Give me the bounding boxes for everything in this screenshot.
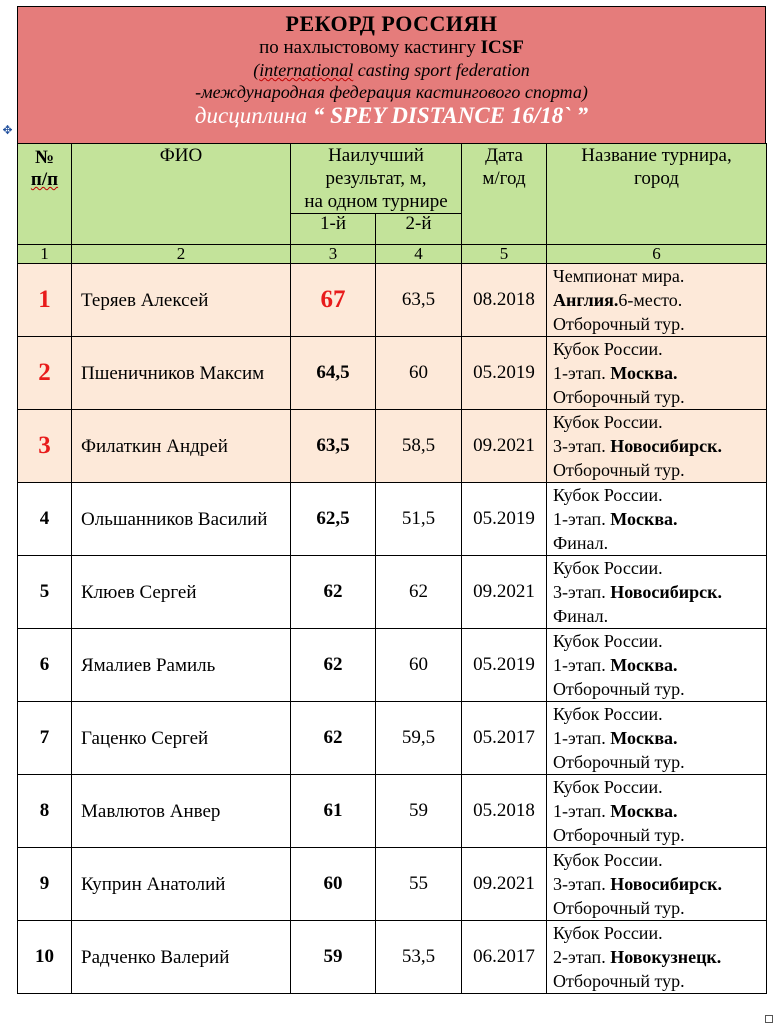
tournament-cell [547, 848, 767, 921]
col-header-tournament-l1: Название турнира, [581, 145, 732, 166]
tournament-stage-line [553, 361, 766, 385]
col-header-second: 2-й [376, 214, 462, 245]
col-header-date [462, 144, 547, 245]
tournament-stage-line [553, 653, 766, 677]
result-date: 05.2019 [462, 337, 547, 410]
tournament-cell [547, 556, 767, 629]
tournament-city: Новосибирск. [610, 874, 722, 894]
row-number: 6 [18, 629, 72, 702]
row-number: 8 [18, 775, 72, 848]
tournament-stage: 3-этап. [553, 582, 611, 602]
tournament-name: Кубок России. [553, 412, 663, 432]
column-number: 2 [72, 245, 291, 264]
col-header-number-pp: п/п [30, 169, 59, 190]
col-header-best-l2: результат, м, [325, 168, 427, 189]
column-number: 3 [291, 245, 376, 264]
tournament-place: 6-место. [618, 290, 683, 310]
tournament-round: Отборочный тур. [553, 898, 685, 918]
column-number: 5 [462, 245, 547, 264]
col-header-best-l1: Наилучший [328, 145, 424, 166]
tournament-stage-line [553, 872, 766, 896]
tournament-round: Отборочный тур. [553, 752, 685, 772]
table-row [18, 556, 767, 629]
tournament-round: Отборочный тур. [553, 387, 685, 407]
federation-underlined-word: international [259, 60, 354, 80]
tournament-city: Англия. [553, 290, 619, 310]
result-date: 06.2017 [462, 921, 547, 994]
table-resize-handle[interactable] [765, 1015, 773, 1023]
table-row [18, 848, 767, 921]
table-row [18, 775, 767, 848]
table-row [18, 702, 767, 775]
tournament-stage: 1-этап. [553, 655, 611, 675]
result-date: 09.2021 [462, 848, 547, 921]
tournament-stage: 3-этап. [553, 436, 611, 456]
column-number: 1 [18, 245, 72, 264]
col-header-date-l2: м/год [482, 168, 526, 189]
second-result: 55 [376, 848, 462, 921]
tournament-stage: 1-этап. [553, 509, 611, 529]
table-row [18, 264, 767, 337]
tournament-round: Отборочный тур. [553, 314, 685, 334]
tournament-name: Кубок России. [553, 485, 663, 505]
tournament-city: Новокузнецк. [610, 947, 722, 967]
best-result: 62 [291, 702, 376, 775]
tournament-round: Отборочный тур. [553, 460, 685, 480]
athlete-name: Мавлютов Анвер [72, 775, 291, 848]
row-number: 9 [18, 848, 72, 921]
row-number: 7 [18, 702, 72, 775]
tournament-stage-line [553, 945, 766, 969]
col-header-tournament-l2: город [634, 168, 679, 189]
tournament-name: Кубок России. [553, 923, 663, 943]
result-date: 05.2018 [462, 775, 547, 848]
tournament-city: Москва. [610, 509, 678, 529]
tournament-round: Отборочный тур. [553, 971, 685, 991]
second-result: 59 [376, 775, 462, 848]
second-result: 60 [376, 629, 462, 702]
athlete-name: Теряев Алексей [72, 264, 291, 337]
tournament-cell [547, 337, 767, 410]
tournament-city: Москва. [610, 655, 678, 675]
table-row [18, 629, 767, 702]
second-result: 63,5 [376, 264, 462, 337]
best-result: 62,5 [291, 483, 376, 556]
tournament-name: Кубок России. [553, 704, 663, 724]
tournament-city: Москва. [610, 728, 678, 748]
subtitle-text: по нахлыстовому кастингу [259, 37, 481, 58]
second-result: 60 [376, 337, 462, 410]
table-row [18, 483, 767, 556]
best-result: 59 [291, 921, 376, 994]
result-date: 09.2021 [462, 410, 547, 483]
tournament-stage-line [553, 580, 766, 604]
col-header-best [291, 144, 462, 214]
tournament-cell [547, 264, 767, 337]
row-number: 10 [18, 921, 72, 994]
best-result: 62 [291, 629, 376, 702]
row-number: 1 [18, 264, 72, 337]
federation-rest: casting sport federation [353, 60, 530, 80]
tournament-cell [547, 921, 767, 994]
column-number: 4 [376, 245, 462, 264]
row-number: 4 [18, 483, 72, 556]
tournament-city: Москва. [610, 363, 678, 383]
tournament-round: Финал. [553, 606, 609, 626]
table-row [18, 337, 767, 410]
athlete-name: Филаткин Андрей [72, 410, 291, 483]
athlete-name: Ямалиев Рамиль [72, 629, 291, 702]
best-result: 60 [291, 848, 376, 921]
col-header-tournament [547, 144, 767, 245]
tournament-cell [547, 410, 767, 483]
result-date: 05.2019 [462, 629, 547, 702]
discipline-line [18, 103, 765, 129]
result-date: 05.2019 [462, 483, 547, 556]
tournament-name: Чемпионат мира. [553, 266, 685, 286]
table-row [18, 410, 767, 483]
second-result: 59,5 [376, 702, 462, 775]
row-number: 5 [18, 556, 72, 629]
best-result: 64,5 [291, 337, 376, 410]
tournament-stage: 1-этап. [553, 363, 611, 383]
tournament-stage: 1-этап. [553, 801, 611, 821]
tournament-city: Новосибирск. [610, 582, 722, 602]
tournament-cell [547, 629, 767, 702]
second-result: 53,5 [376, 921, 462, 994]
athlete-name: Пшеничников Максим [72, 337, 291, 410]
col-header-number-sign: № [34, 147, 55, 168]
result-date: 05.2017 [462, 702, 547, 775]
tournament-name: Кубок России. [553, 850, 663, 870]
col-header-number [18, 144, 72, 245]
paren-open: ( [253, 60, 260, 80]
best-result: 67 [291, 264, 376, 337]
tournament-round: Отборочный тур. [553, 679, 685, 699]
tournament-stage-line [553, 434, 766, 458]
tournament-cell [547, 775, 767, 848]
col-header-best-l3: на одном турнире [304, 191, 448, 212]
tournament-stage-line [553, 507, 766, 531]
tournament-city: Москва. [610, 801, 678, 821]
athlete-name: Радченко Валерий [72, 921, 291, 994]
tournament-cell [547, 702, 767, 775]
discipline-name: “ SPEY DISTANCE 16/18` ” [312, 103, 589, 128]
result-date: 08.2018 [462, 264, 547, 337]
row-number: 3 [18, 410, 72, 483]
tournament-name: Кубок России. [553, 631, 663, 651]
subtitle-org: ICSF [480, 37, 524, 58]
second-result: 62 [376, 556, 462, 629]
best-result: 63,5 [291, 410, 376, 483]
tournament-round: Отборочный тур. [553, 825, 685, 845]
page-title: РЕКОРД РОССИЯН [285, 11, 498, 36]
second-result: 58,5 [376, 410, 462, 483]
row-number: 2 [18, 337, 72, 410]
athlete-name: Гаценко Сергей [72, 702, 291, 775]
tournament-stage: 3-этап. [553, 874, 611, 894]
tournament-stage-line [553, 799, 766, 823]
tournament-name: Кубок России. [553, 777, 663, 797]
col-header-name: ФИО [72, 144, 291, 245]
table-row [18, 921, 767, 994]
athlete-name: Куприн Анатолий [72, 848, 291, 921]
tournament-city: Новосибирск. [610, 436, 722, 456]
document-header [17, 6, 766, 143]
tournament-stage: 2-этап. [553, 947, 611, 967]
federation-line [18, 59, 765, 81]
column-number: 6 [547, 245, 767, 264]
second-result: 51,5 [376, 483, 462, 556]
tournament-stage-line [553, 726, 766, 750]
col-header-first: 1-й [291, 214, 376, 245]
athlete-name: Ольшанников Василий [72, 483, 291, 556]
discipline-prefix: дисциплина [194, 103, 313, 128]
athlete-name: Клюев Сергей [72, 556, 291, 629]
best-result: 61 [291, 775, 376, 848]
table-move-handle-icon[interactable]: ✥ [2, 123, 13, 137]
column-number-row [18, 245, 767, 264]
result-date: 09.2021 [462, 556, 547, 629]
subtitle [18, 37, 765, 59]
best-result: 62 [291, 556, 376, 629]
tournament-stage-line [553, 288, 766, 312]
tournament-name: Кубок России. [553, 339, 663, 359]
federation-russian: -международная федерация кастингового спорта) [195, 82, 588, 102]
tournament-round: Финал. [553, 533, 609, 553]
tournament-name: Кубок России. [553, 558, 663, 578]
tournament-stage: 1-этап. [553, 728, 611, 748]
col-header-date-l1: Дата [485, 145, 523, 166]
records-table [17, 143, 767, 994]
tournament-cell [547, 483, 767, 556]
